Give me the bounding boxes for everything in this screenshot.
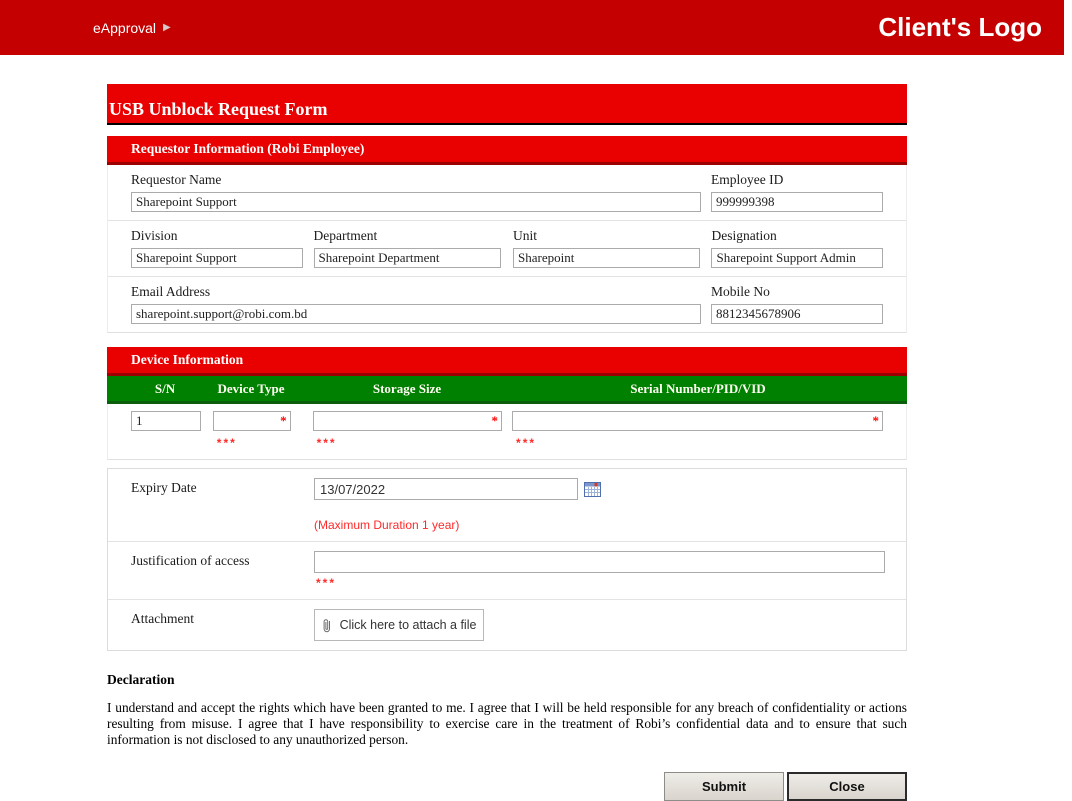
required-note: *** (216, 436, 237, 450)
form-actions (107, 772, 907, 801)
attach-file-button[interactable] (314, 609, 484, 641)
storage-size-field[interactable] (313, 411, 502, 431)
submit-button[interactable]: Submit (664, 772, 784, 801)
device-table-header (107, 376, 907, 404)
sn-field[interactable] (131, 411, 201, 431)
declaration-text: I understand and accept the rights which have been granted to me. I agree that I will be held responsible for any breach of confidentiality or actions resulting from misuse. I agree that I have responsibility to exercise care in the treatment of Robi’s confidential data and to ensure that such information is not disclosed to any unauthorized person. (107, 700, 907, 747)
device-type-field[interactable] (213, 411, 291, 431)
attachment-row (108, 599, 906, 650)
mobile-field[interactable] (711, 304, 883, 324)
requestor-section-header: Requestor Information (Robi Employee) (107, 136, 907, 165)
expiry-date-label: Expiry Date (131, 480, 197, 495)
device-table-row (107, 404, 907, 460)
calendar-button[interactable] (582, 480, 602, 498)
justification-row (108, 541, 906, 599)
expiry-date-row (108, 469, 906, 541)
required-note: *** (516, 436, 537, 450)
email-field[interactable] (131, 304, 701, 324)
employee-id-label: Employee ID (711, 172, 784, 187)
requestor-row-3 (108, 276, 906, 332)
expiry-date-field[interactable] (314, 478, 578, 500)
requestor-name-label: Requestor Name (131, 172, 222, 187)
required-note: *** (316, 576, 337, 590)
usb-unblock-form (107, 84, 907, 801)
attach-file-button-label: Click here to attach a file (339, 618, 477, 632)
requestor-name-field[interactable] (131, 192, 701, 212)
required-asterisk: * (872, 413, 879, 428)
declaration-heading: Declaration (107, 672, 175, 687)
mobile-label: Mobile No (711, 284, 770, 299)
device-section-header: Device Information (107, 347, 907, 376)
required-note: *** (316, 436, 337, 450)
requestor-row-2 (108, 220, 906, 276)
requestor-section (107, 165, 907, 333)
employee-id-field[interactable] (711, 192, 883, 212)
serial-number-field[interactable] (512, 411, 883, 431)
designation-field[interactable] (711, 248, 883, 268)
requestor-row-1 (108, 165, 906, 220)
division-field[interactable] (131, 248, 303, 268)
justification-field[interactable] (314, 551, 885, 573)
breadcrumb[interactable] (93, 20, 171, 36)
page-title: USB Unblock Request Form (109, 99, 328, 119)
column-header-sn: S/N (154, 380, 176, 396)
justification-label: Justification of access (131, 553, 250, 568)
paperclip-icon (322, 617, 332, 634)
calendar-icon (583, 480, 602, 498)
form-title-bar (107, 84, 907, 125)
department-field[interactable] (314, 248, 501, 268)
chevron-right-icon: ▶ (163, 22, 171, 33)
column-header-serial: Serial Number/PID/VID (630, 380, 766, 396)
required-asterisk: * (491, 413, 499, 428)
close-button[interactable]: Close (787, 772, 907, 801)
top-banner (0, 0, 1064, 55)
email-label: Email Address (131, 284, 211, 299)
unit-field[interactable] (513, 248, 700, 268)
designation-label: Designation (711, 228, 777, 243)
details-section (107, 468, 907, 651)
breadcrumb-label: eApproval (93, 19, 157, 36)
expiry-note: (Maximum Duration 1 year) (314, 518, 460, 532)
department-label: Department (313, 228, 378, 243)
column-header-storage-size: Storage Size (372, 380, 442, 396)
attachment-label: Attachment (131, 611, 194, 626)
column-header-device-type: Device Type (217, 380, 285, 396)
division-label: Division (131, 228, 178, 243)
unit-label: Unit (513, 228, 538, 243)
client-logo: Client's Logo (878, 12, 1042, 42)
required-asterisk: * (280, 413, 287, 428)
